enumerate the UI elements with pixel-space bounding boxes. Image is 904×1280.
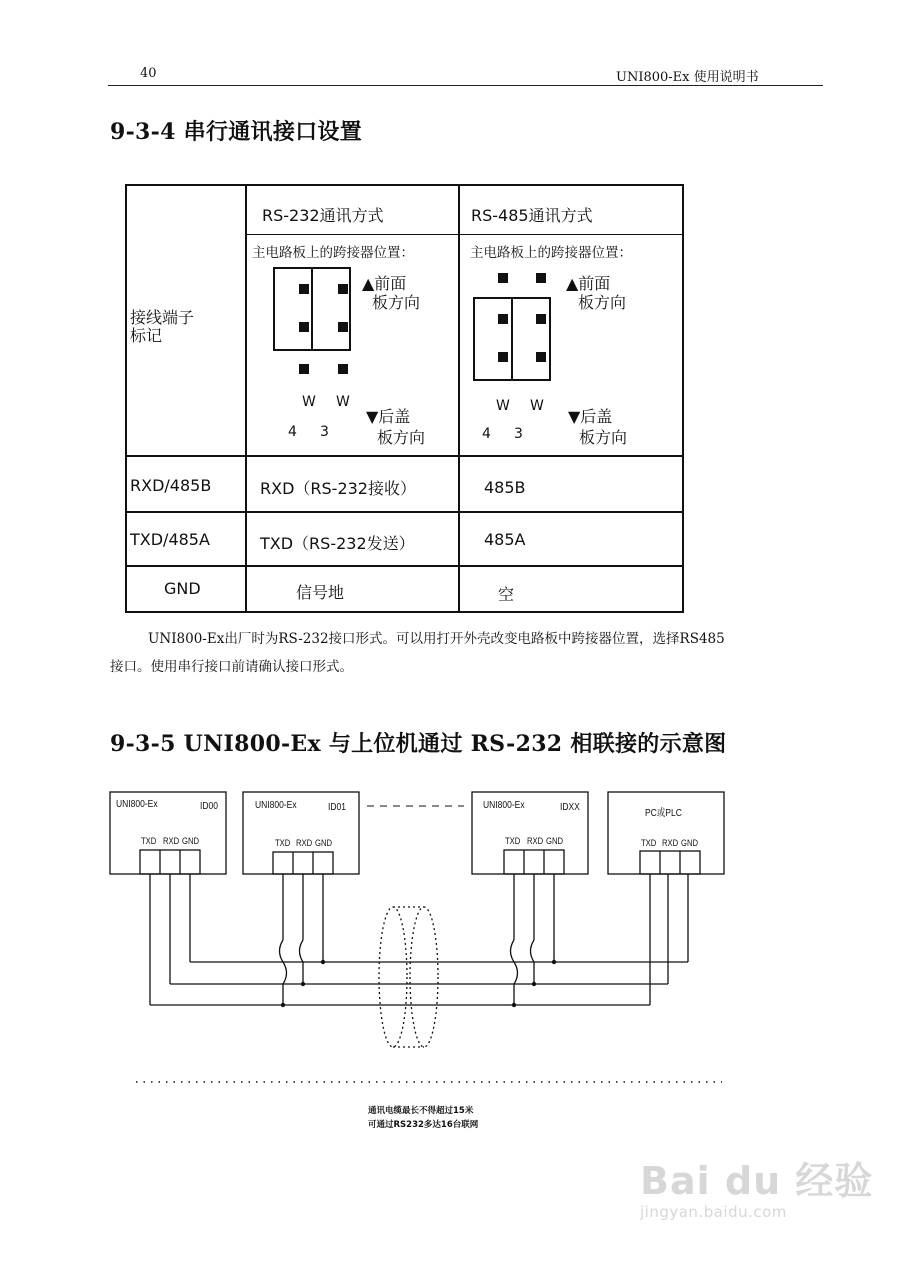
terminal-gnd: GND	[546, 836, 563, 846]
terminal-txd: TXD	[641, 838, 657, 848]
terminal-txd: TXD	[141, 836, 157, 846]
device-id: IDXX	[560, 802, 580, 813]
terminal-label: 接线端子 标记	[130, 308, 195, 345]
terminal-gnd: GND	[182, 836, 199, 846]
running-title: UNI800-Ex 使用说明书	[616, 70, 759, 85]
terminal-txd: TXD	[275, 838, 291, 848]
device-name: UNI800-Ex	[483, 800, 525, 811]
jumper-caption-rs232: 主电路板上的跨接器位置：	[252, 245, 414, 261]
device-id: ID01	[328, 802, 346, 813]
cable-note-line-1: 通讯电缆最长不得超过15米	[368, 1106, 474, 1116]
terminal-rxd: RXD	[163, 836, 180, 846]
paragraph-line-1: UNI800-Ex出厂时为RS-232接口形式。可以用打开外壳改变电路板中跨接器位置，选择RS485	[148, 631, 725, 647]
pin-number-3: 3	[514, 426, 523, 442]
w-label: W	[530, 398, 544, 414]
row-rxd-rs232: RXD（RS-232接收）	[260, 479, 416, 498]
pin-number-3: 3	[320, 424, 329, 440]
paragraph-line-2: 接口。使用串行接口前请确认接口形式。	[110, 659, 353, 675]
w-label: W	[496, 398, 510, 414]
section-heading-wiring-diagram: 9-3-5 UNI800-Ex 与上位机通过 RS-232 相联接的示意图	[110, 731, 727, 757]
row-label-txd: TXD/485A	[130, 530, 210, 549]
terminal-gnd: GND	[315, 838, 332, 848]
terminal-rxd: RXD	[662, 838, 679, 848]
header-rs232: RS-232通讯方式	[262, 206, 384, 225]
page-number: 40	[140, 66, 157, 81]
device-name: UNI800-Ex	[255, 800, 297, 811]
terminal-gnd: GND	[681, 838, 698, 848]
watermark-logo-text: Bai du 经验	[640, 1159, 874, 1203]
row-txd-rs485: 485A	[484, 530, 526, 549]
front-label-rs232-line2: 板方向	[372, 293, 421, 312]
device-id: ID00	[200, 801, 218, 812]
terminal-rxd: RXD	[527, 836, 544, 846]
front-label-rs485-line2: 板方向	[578, 293, 627, 312]
baidu-watermark	[640, 1150, 873, 1221]
row-label-gnd: GND	[164, 579, 201, 598]
back-label-rs232-line2: 板方向	[377, 428, 426, 447]
row-txd-rs232: TXD（RS-232发送）	[260, 534, 415, 553]
row-gnd-rs232: 信号地	[296, 583, 345, 602]
cable-note-line-2: 可通过RS232多达16台联网	[368, 1120, 479, 1130]
row-rxd-rs485: 485B	[484, 478, 526, 497]
w-label: W	[302, 394, 316, 410]
terminal-txd: TXD	[505, 836, 521, 846]
row-gnd-rs485: 空	[498, 585, 515, 604]
front-label-rs485: ▲前面	[566, 274, 611, 293]
jumper-caption-rs485: 主电路板上的跨接器位置：	[470, 245, 632, 261]
back-label-rs485-line2: 板方向	[579, 428, 628, 447]
host-name: PC或PLC	[645, 808, 682, 819]
pin-number-4: 4	[288, 424, 297, 440]
terminal-rxd: RXD	[296, 838, 313, 848]
pin-number-4: 4	[482, 426, 491, 442]
watermark-url: jingyan.baidu.com	[640, 1203, 787, 1221]
front-label-rs232: ▲前面	[362, 274, 407, 293]
back-label-rs232: ▼后盖	[366, 407, 411, 426]
device-name: UNI800-Ex	[116, 799, 158, 810]
back-label-rs485: ▼后盖	[568, 407, 613, 426]
row-label-rxd: RXD/485B	[130, 476, 212, 495]
header-rs485: RS-485通讯方式	[471, 206, 593, 225]
w-label: W	[336, 394, 350, 410]
section-heading-serial-setup: 9-3-4 串行通讯接口设置	[110, 119, 363, 145]
cable-note	[368, 1104, 478, 1132]
